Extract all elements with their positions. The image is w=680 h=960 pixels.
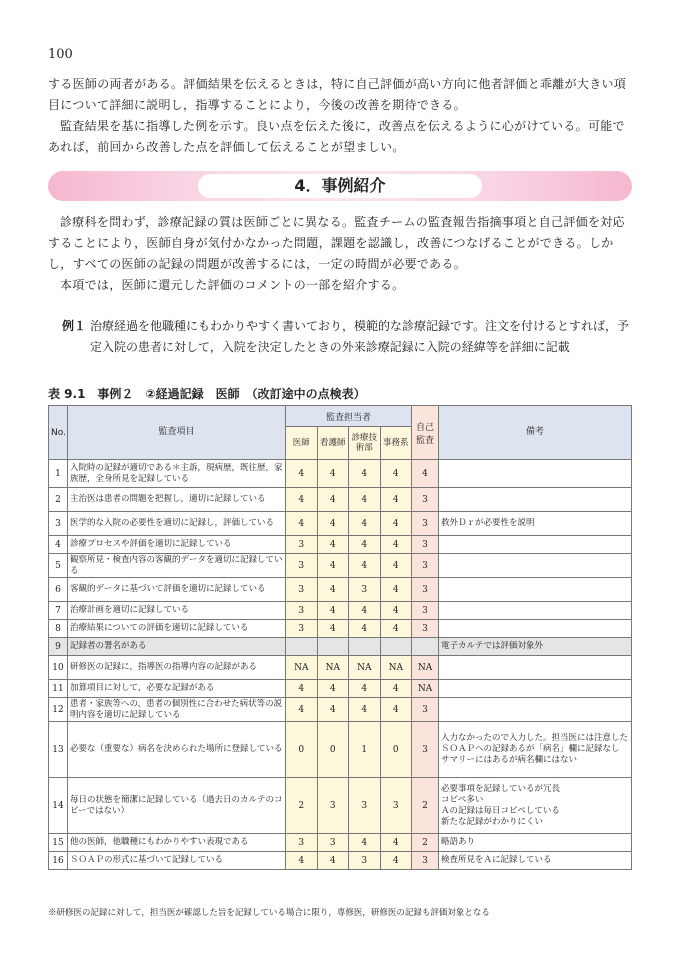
score-tech: 3 <box>349 778 381 834</box>
score-tech: 4 <box>349 536 381 554</box>
score-self: 3 <box>412 852 439 870</box>
header-doctor: 医師 <box>286 427 318 460</box>
row-item: 研修医の記録に，指導医の指導内容の記録がある <box>68 656 286 680</box>
row-remark: 必要事項を記録しているが冗長 コピペ多い Ａの記録は毎日コピペしている 新たな記録がわかりにくい <box>439 778 632 834</box>
score-office <box>380 638 412 656</box>
score-doctor: 3 <box>286 834 318 852</box>
score-nurse: 4 <box>317 602 349 620</box>
score-tech: NA <box>349 656 381 680</box>
score-self: 3 <box>412 536 439 554</box>
score-self: 3 <box>412 602 439 620</box>
row-item: 観察所見・検査内容の客観的データを適切に記録している <box>68 554 286 578</box>
row-item: 客観的データに基づいて評価を適切に記録している <box>68 578 286 602</box>
row-item: ＳＯＡＰの形式に基づいて記録している <box>68 852 286 870</box>
row-item: 治療計画を適切に記録している <box>68 602 286 620</box>
table-row <box>49 578 632 602</box>
table-row <box>49 460 632 488</box>
score-doctor: 4 <box>286 698 318 722</box>
score-nurse: 4 <box>317 554 349 578</box>
table-row <box>49 488 632 512</box>
score-self: 3 <box>412 488 439 512</box>
row-item: 患者・家族等への，患者の個別性に合わせた病状等の説明内容を適切に記録している <box>68 698 286 722</box>
score-doctor: NA <box>286 656 318 680</box>
score-tech: 4 <box>349 698 381 722</box>
row-remark <box>439 620 632 638</box>
row-remark <box>439 536 632 554</box>
table-row <box>49 602 632 620</box>
row-remark: 救外Ｄｒが必要性を説明 <box>439 512 632 536</box>
score-doctor: 4 <box>286 852 318 870</box>
table-caption: 表 9.1 事例２ ②経過記録 医師 （改訂途中の点検表） <box>48 387 366 401</box>
table-row <box>49 536 632 554</box>
score-self: 3 <box>412 554 439 578</box>
row-number: 10 <box>49 656 68 680</box>
score-nurse: 4 <box>317 852 349 870</box>
score-self: 3 <box>412 620 439 638</box>
row-number: 12 <box>49 698 68 722</box>
score-self: NA <box>412 656 439 680</box>
score-nurse: 3 <box>317 834 349 852</box>
score-nurse: 4 <box>317 698 349 722</box>
header-no: No. <box>49 406 68 460</box>
table-row <box>49 834 632 852</box>
score-nurse: 3 <box>317 778 349 834</box>
row-remark <box>439 488 632 512</box>
row-item: 必要な（重要な）病名を決められた場所に登録している <box>68 722 286 778</box>
table-row <box>49 512 632 536</box>
score-tech: 4 <box>349 680 381 698</box>
paragraph: する医師の両者がある。評価結果を伝えるときは，特に自己評価が高い方向に他者評価と乖離が大きい項目について詳細に説明し，指導することにより，今後の改善を期待できる。 <box>48 77 627 112</box>
row-item: 記録者の署名がある <box>68 638 286 656</box>
audit-table <box>48 405 632 870</box>
score-self: 2 <box>412 778 439 834</box>
row-number: 1 <box>49 460 68 488</box>
example-label: 例１ <box>62 319 87 333</box>
score-nurse: 4 <box>317 512 349 536</box>
score-doctor: 2 <box>286 778 318 834</box>
row-remark: 入力なかったので入力した。担当医には注意した ＳＯＡＰへの記録あるが「病名」欄に記録なし サマリーにはあるが病名欄にはない <box>439 722 632 778</box>
table-row <box>49 680 632 698</box>
score-tech <box>349 638 381 656</box>
row-number: 6 <box>49 578 68 602</box>
header-tech: 診療技術部 <box>349 427 381 460</box>
score-office: 4 <box>380 460 412 488</box>
score-doctor: 4 <box>286 488 318 512</box>
header-office: 事務系 <box>380 427 412 460</box>
score-self: 3 <box>412 578 439 602</box>
section-title: 4．事例紹介 <box>198 174 482 198</box>
row-number: 8 <box>49 620 68 638</box>
score-office: 4 <box>380 834 412 852</box>
header-auditors: 監査担当者 <box>286 406 412 427</box>
table-row <box>49 638 632 656</box>
score-nurse <box>317 638 349 656</box>
score-nurse: 4 <box>317 460 349 488</box>
score-office: 0 <box>380 722 412 778</box>
score-tech: 4 <box>349 554 381 578</box>
row-remark <box>439 656 632 680</box>
score-office: 4 <box>380 512 412 536</box>
row-number: 11 <box>49 680 68 698</box>
score-tech: 4 <box>349 460 381 488</box>
score-nurse: 4 <box>317 578 349 602</box>
row-item: 医学的な入院の必要性を適切に記録し，評価している <box>68 512 286 536</box>
header-remarks: 備考 <box>439 406 632 460</box>
row-remark: 略語あり <box>439 834 632 852</box>
row-number: 16 <box>49 852 68 870</box>
score-office: 4 <box>380 488 412 512</box>
score-tech: 4 <box>349 488 381 512</box>
score-self: 3 <box>412 722 439 778</box>
row-number: 14 <box>49 778 68 834</box>
score-office: 4 <box>380 620 412 638</box>
header-nurse: 看護師 <box>317 427 349 460</box>
table-row <box>49 656 632 680</box>
row-number: 4 <box>49 536 68 554</box>
section-banner <box>48 171 632 201</box>
row-remark: 電子カルテでは評価対象外 <box>439 638 632 656</box>
row-remark <box>439 460 632 488</box>
row-item: 主治医は患者の問題を把握し，適切に記録している <box>68 488 286 512</box>
score-tech: 4 <box>349 602 381 620</box>
score-self: NA <box>412 680 439 698</box>
row-number: 3 <box>49 512 68 536</box>
score-office: 3 <box>380 778 412 834</box>
score-doctor: 4 <box>286 680 318 698</box>
paragraph: 監査結果を基に指導した例を示す。良い点を伝えた後に，改善点を伝えるように心がけている。可能であれば，前回から改善した点を評価して伝えることが望ましい。 <box>48 119 625 154</box>
score-nurse: 4 <box>317 620 349 638</box>
paragraph: 診療科を問わず，診療記録の質は医師ごとに異なる。監査チームの監査報告指摘事項と自己評価を対応することにより，医師自身が気付かなかった問題，課題を認識し，改善につなげることができる。しかし，すべての医師の記録の問題が改善するには，一定の時間が必要である。 <box>48 215 625 271</box>
table-row <box>49 852 632 870</box>
row-number: 9 <box>49 638 68 656</box>
row-remark <box>439 554 632 578</box>
score-office: 4 <box>380 602 412 620</box>
score-doctor: 3 <box>286 536 318 554</box>
score-doctor <box>286 638 318 656</box>
score-tech: 4 <box>349 512 381 536</box>
score-tech: 3 <box>349 578 381 602</box>
row-item: 加算項目に対して，必要な記録がある <box>68 680 286 698</box>
score-doctor: 3 <box>286 554 318 578</box>
score-tech: 1 <box>349 722 381 778</box>
header-self: 自己監査 <box>412 406 439 460</box>
score-nurse: NA <box>317 656 349 680</box>
score-nurse: 0 <box>317 722 349 778</box>
score-office: 4 <box>380 578 412 602</box>
header-item: 監査項目 <box>68 406 286 460</box>
row-number: 5 <box>49 554 68 578</box>
score-nurse: 4 <box>317 488 349 512</box>
score-self: 3 <box>412 512 439 536</box>
row-remark: 検査所見をＡに記録している <box>439 852 632 870</box>
footnote: ※研修医の記録に対して，担当医が確認した旨を記録している場合に限り，専修医，研修医の記録も評価対象となる <box>48 908 490 918</box>
score-tech: 4 <box>349 620 381 638</box>
paragraph: 本項では，医師に還元した評価のコメントの一部を紹介する。 <box>60 278 405 292</box>
score-doctor: 4 <box>286 512 318 536</box>
score-tech: 4 <box>349 834 381 852</box>
table-row <box>49 698 632 722</box>
row-item: 他の医師，他職種にもわかりやすい表現である <box>68 834 286 852</box>
score-doctor: 0 <box>286 722 318 778</box>
row-item: 診療プロセスや評価を適切に記録している <box>68 536 286 554</box>
table-row <box>49 554 632 578</box>
row-remark <box>439 602 632 620</box>
score-self: 4 <box>412 460 439 488</box>
score-doctor: 3 <box>286 578 318 602</box>
score-doctor: 3 <box>286 620 318 638</box>
score-doctor: 4 <box>286 460 318 488</box>
score-office: 4 <box>380 554 412 578</box>
row-item: 治療結果についての評価を適切に記録している <box>68 620 286 638</box>
row-number: 2 <box>49 488 68 512</box>
example-text: 治療経過を他職種にもわかりやすく書いており，模範的な診療記録です。注文を付けるとすれば，予定入院の患者に対して，入院を決定したときの外来診療記録に入院の経緯等を詳細に記載 <box>90 319 630 354</box>
score-office: NA <box>380 656 412 680</box>
row-item: 入院時の記録が適切である＊主訴，現病歴，既往歴，家族歴，全身所見を記録している <box>68 460 286 488</box>
score-office: 4 <box>380 698 412 722</box>
score-doctor: 3 <box>286 602 318 620</box>
row-number: 7 <box>49 602 68 620</box>
score-office: 4 <box>380 536 412 554</box>
row-remark <box>439 680 632 698</box>
table-row <box>49 778 632 834</box>
row-number: 15 <box>49 834 68 852</box>
score-tech: 3 <box>349 852 381 870</box>
score-nurse: 4 <box>317 680 349 698</box>
row-remark <box>439 578 632 602</box>
page-number: 100 <box>48 47 73 62</box>
score-nurse: 4 <box>317 536 349 554</box>
table-row <box>49 722 632 778</box>
score-self: 3 <box>412 698 439 722</box>
score-office: 4 <box>380 680 412 698</box>
row-number: 13 <box>49 722 68 778</box>
row-remark <box>439 698 632 722</box>
score-self: 2 <box>412 834 439 852</box>
row-item: 毎日の状態を簡潔に記録している（過去日のカルテのコピーではない） <box>68 778 286 834</box>
score-office: 4 <box>380 852 412 870</box>
table-row <box>49 620 632 638</box>
score-self <box>412 638 439 656</box>
